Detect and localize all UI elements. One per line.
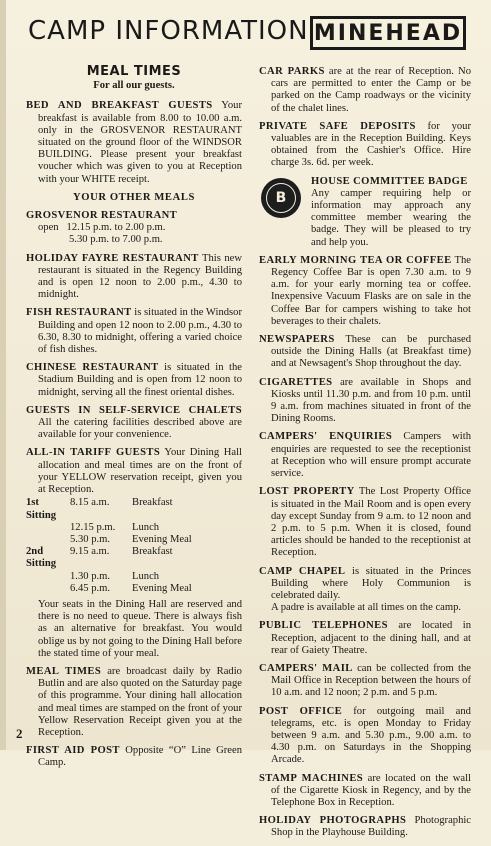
newspapers-label: NEWSPAPERS	[259, 334, 335, 346]
other-meals-heading: YOUR OTHER MEALS	[72, 191, 196, 203]
newspapers-section	[259, 334, 471, 371]
chinese-restaurant-section	[26, 362, 242, 399]
holiday-photographs-label: HOLIDAY PHOTOGRAPHS	[259, 815, 407, 827]
fish-restaurant-text: is situated in the Windsor Building and open 12 noon to 2.00 p.m., 4.30 to 6.30, 8.30 to midnight, offering a varied choice of fish dishes.	[38, 307, 242, 356]
time-cell: 12.15 p.m.	[70, 521, 116, 533]
grosvenor-open-label: open	[38, 222, 59, 234]
grosvenor-label: GROSVENOR RESTAURANT	[26, 210, 178, 222]
right-column	[259, 66, 471, 846]
car-parks-text: are at the rear of Reception. No cars are permitted to enter the Camp or be parked on the Camp roadways or the vicinity of the chalet lines.	[271, 66, 471, 114]
safe-deposits-text: for your valuables are in the Reception Building. Keys obtained from the Cashier's Office. Hire charge 3s. 6d. per week.	[271, 120, 471, 169]
first-aid-section	[26, 745, 242, 769]
house-committee-section	[259, 176, 471, 249]
telephones-section	[259, 620, 471, 657]
meal-cell: Evening Meal	[132, 582, 192, 594]
self-service-label: GUESTS IN SELF-SERVICE CHALETS	[26, 404, 242, 416]
table-row	[26, 497, 192, 521]
car-parks-label: CAR PARKS	[259, 66, 325, 77]
first-aid-label: FIRST AID POST	[26, 745, 120, 757]
page-spine	[0, 0, 6, 750]
meal-cell: Lunch	[132, 570, 160, 582]
page-title: CAMP INFORMATION	[28, 16, 309, 46]
meal-times-broadcast-text: are broadcast daily by Radio Butlin and are also quoted on the Saturday page of this programme. Your dining hall allocation and meal times are stamped on the front of your Yellow Reservation Receipt given you at the Reception.	[38, 665, 242, 738]
sitting-cell	[26, 571, 70, 583]
meal-cell: Breakfast	[132, 546, 173, 558]
time-cell: 8.15 a.m.	[70, 497, 110, 509]
sitting-cell	[26, 583, 70, 595]
self-service-section	[26, 405, 242, 442]
enquiries-text: Campers with enquiries are requested to see the receptionist at Reception who will ensure prompt accurate service.	[271, 431, 471, 480]
table-row	[26, 546, 192, 570]
page-header	[28, 14, 468, 58]
telephones-label: PUBLIC TELEPHONES	[259, 620, 388, 632]
meal-cell: Lunch	[132, 521, 160, 533]
left-column	[26, 66, 242, 776]
committee-badge-icon	[261, 178, 301, 218]
sittings-table	[26, 497, 192, 595]
time-cell: 6.45 p.m.	[70, 582, 111, 594]
location-badge	[310, 16, 466, 50]
time-cell: 1.30 p.m.	[70, 570, 111, 582]
holiday-fayre-section	[26, 253, 242, 302]
meal-times-broadcast-label: MEAL TIMES	[26, 665, 102, 677]
enquiries-label: CAMPERS' ENQUIRIES	[259, 431, 393, 443]
all-in-tariff-section	[26, 447, 242, 496]
post-office-label: POST OFFICE	[259, 705, 343, 717]
bed-breakfast-section	[26, 100, 242, 185]
early-tea-section	[259, 255, 471, 328]
holiday-photographs-section	[259, 815, 471, 839]
chinese-restaurant-label: CHINESE RESTAURANT	[26, 362, 159, 374]
cigarettes-label: CIGARETTES	[259, 376, 333, 388]
meal-times-subheading: For all our guests.	[93, 80, 175, 92]
sitting-cell: 1st Sitting	[26, 497, 57, 521]
meal-times-heading: MEAL TIMES	[86, 64, 182, 79]
telephones-text: are located in Reception, adjacent to the dining hall, and at rear of Gaiety Theatre.	[271, 620, 471, 656]
house-committee-label: HOUSE COMMITTEE BADGE	[311, 175, 468, 187]
campers-mail-text: can be collected from the Mail Office in Reception between the hours of 10 a.m. and 12 noon; 2 p.m. and 5 p.m.	[271, 662, 471, 699]
post-office-text: for outgoing mail and telegrams, etc. is open Monday to Friday between 9 a.m. and 5.30 p.m., 9.00 a.m. to 4.30 p.m. on Saturdays in the Shopping Arcade.	[271, 705, 471, 766]
grosvenor-time-1: 12.15 p.m. to 2.00 p.m.	[66, 222, 166, 234]
holiday-fayre-label: HOLIDAY FAYRE RESTAURANT	[26, 252, 199, 264]
bed-breakfast-text: Your breakfast is available from 8.00 to 10.00 a.m. only in the GROSVENOR RESTAURANT situated on the ground floor of the WINDSOR BUILDING. Please present your breakfast voucher which was given to you at Reception with your WHITE receipt.	[38, 100, 242, 185]
house-committee-text: Any camper requiring help or information may approach any committee member wearing the badge. They will be pleased to try and help you.	[311, 187, 471, 248]
grosvenor-times	[38, 222, 242, 246]
cigarettes-section	[259, 377, 471, 426]
campers-mail-label: CAMPERS' MAIL	[259, 662, 353, 674]
camp-chapel-label: CAMP CHAPEL	[259, 565, 346, 577]
table-row	[26, 522, 192, 534]
newspapers-text: These can be purchased outside the Dining Halls (at Breakfast time) and at Newsagent's Shop throughout the day.	[271, 334, 471, 370]
camp-chapel-text: is situated in the Princes Building where Holy Communion is celebrated daily.	[271, 565, 471, 601]
early-tea-label: EARLY MORNING TEA OR COFFEE	[259, 254, 452, 266]
bed-breakfast-label: BED AND BREAKFAST GUESTS	[26, 100, 213, 112]
padre-text: A padre is available at all times on the camp.	[271, 602, 462, 614]
seats-reserved-text: Your seats in the Dining Hall are reserved and there is no need to queue. There is always fish as an alternative for breakfast. You would oblige us by not going to the Dining Hall before the stated time of your meal.	[38, 598, 242, 659]
campers-mail-section	[259, 663, 471, 700]
sitting-cell	[26, 534, 70, 546]
cigarettes-text: are available in Shops and Kiosks until 11.30 p.m. and from 10 p.m. until 9 a.m. from machines situated in front of the Dining Rooms.	[271, 376, 471, 425]
first-aid-text: Opposite “O” Line Green Camp.	[38, 745, 242, 769]
location-label: MINEHEAD	[313, 20, 463, 46]
table-row	[26, 534, 192, 546]
enquiries-section	[259, 431, 471, 480]
meal-cell: Breakfast	[132, 497, 173, 509]
time-cell: 5.30 p.m.	[70, 533, 111, 545]
stamp-machines-section	[259, 773, 471, 810]
sitting-cell: 2nd Sitting	[26, 546, 57, 570]
grosvenor-time-2: 5.30 p.m. to 7.00 p.m.	[69, 234, 163, 246]
sitting-cell	[26, 522, 70, 534]
fish-restaurant-label: FISH RESTAURANT	[26, 307, 132, 319]
table-row	[26, 571, 192, 583]
safe-deposits-section	[259, 121, 471, 170]
stamp-machines-label: STAMP MACHINES	[259, 772, 364, 784]
meal-times-broadcast-section	[26, 666, 242, 739]
post-office-section	[259, 706, 471, 767]
lost-property-section	[259, 486, 471, 559]
all-in-tariff-text: Your Dining Hall allocation and meal times are on the front of your YELLOW reservation receipt, given you at Reception.	[38, 447, 242, 496]
self-service-text: All the catering facilities described above are available for your convenience.	[38, 417, 242, 441]
stamp-machines-text: are located on the wall of the Cigarette Kiosk in Regency, and by the Telephone Box in Reception.	[271, 772, 471, 808]
car-parks-section	[259, 66, 471, 115]
early-tea-text: The Regency Coffee Bar is open 7.30 a.m. to 9 a.m. for your early morning tea or coffee. Inexpensive Vacuum Flasks are on sale in the Coffee Bar for campers wishing to take hot beverages to their chalets.	[271, 254, 471, 327]
fish-restaurant-section	[26, 307, 242, 356]
safe-deposits-label: PRIVATE SAFE DEPOSITS	[259, 120, 416, 132]
badge-letter: B	[266, 183, 296, 213]
chinese-restaurant-text: is situated in the Stadium Building and is open from 12 noon to midnight, serving all the finest oriental dishes.	[38, 362, 242, 398]
page-number: 2	[16, 726, 23, 741]
lost-property-label: LOST PROPERTY	[259, 486, 355, 498]
holiday-fayre-text: This new restaurant is situated in the Regency Building and is open 12 noon to 2.00 p.m., 4.30 to midnight.	[38, 252, 242, 301]
table-row	[26, 583, 192, 595]
all-in-tariff-label: ALL-IN TARIFF GUESTS	[26, 447, 161, 459]
holiday-photographs-text: Photographic Shop in the Playhouse Building.	[271, 815, 472, 839]
camp-chapel-section	[259, 566, 471, 603]
lost-property-text: The Lost Property Office is situated in the Mail Room and is open every day except Sunday from 9 a.m. to 12 noon and 2 p.m. to 5 p.m. When it is closed, found articles should be handed to the receptionist at Reception.	[271, 486, 471, 559]
meal-cell: Evening Meal	[132, 533, 192, 545]
time-cell: 9.15 a.m.	[70, 546, 110, 558]
